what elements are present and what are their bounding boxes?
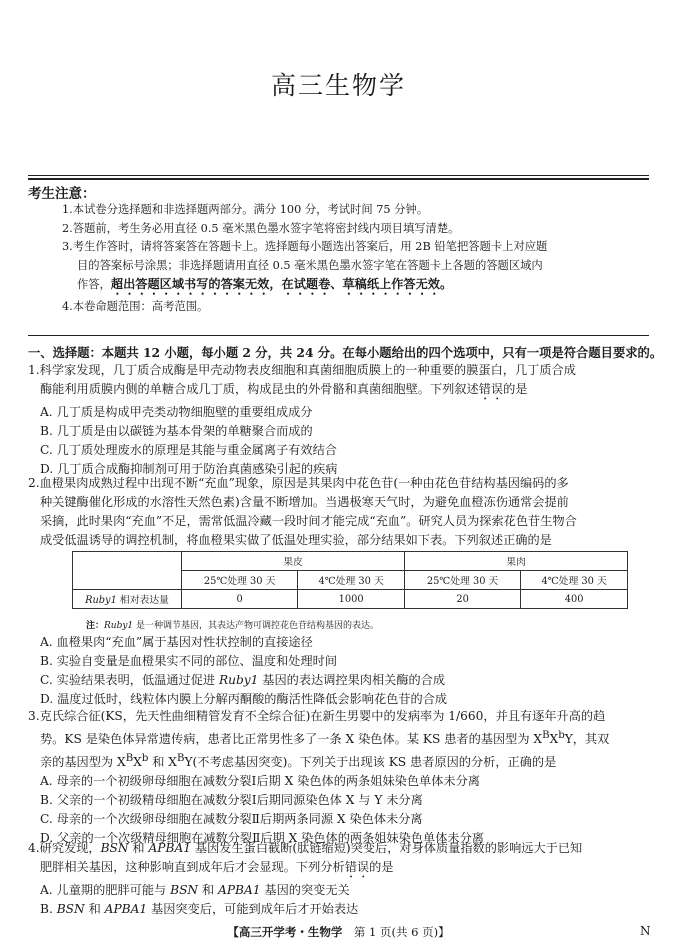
emphasis-word: 错误 [344,860,370,874]
question-3 [28,707,654,848]
question-4 [28,839,654,919]
top-rule-thick [28,178,649,180]
question-stem: 1.科学家发现，几丁质合成酶是甲壳动物表皮细胞和真菌细胞质膜上的一种重要的膜蛋白，几丁质合成 [28,363,576,377]
table-corner-cell [73,552,182,590]
question-stem: 势。KS 是染色体异常遗传病，患者比正常男性多了一条 X 染色体。某 KS 患者的基因型为 $X^BX^bY$，其双 [40,730,610,747]
option-b: B. 父亲的一个初级精母细胞在减数分裂Ⅰ后期同源染色体 X 与 Y 未分离 [40,793,423,808]
table-cond: 4℃处理 30 天 [521,571,628,590]
table-header-peel: 果皮 [182,552,405,571]
table-header-pulp: 果肉 [404,552,627,571]
option-a: A. 几丁质是构成甲壳类动物细胞壁的重要组成成分 [40,405,313,419]
question-2-options [28,633,654,709]
table-cond: 4℃处理 30 天 [298,571,405,590]
notice-list [62,201,652,317]
notice-bottom-rule [28,335,649,336]
notice-item-cont: 目的答案标号涂黑；非选择题请用直径 0.5 毫米黑色墨水签字笔在答题卡上各题的答题区域内 [77,258,543,272]
emphasis-word: 错误 [478,382,504,396]
page-title: 高三生物学 [270,71,406,100]
table-cond: 25℃处理 30 天 [182,571,298,590]
question-stem: 采摘，此时果肉“充血”不足，需常低温冷藏一段时间才能完成“充血”。研究人员为探索花色苷生物合 [40,514,577,528]
question-stem: 2.血橙果肉成熟过程中出现不断“充血”现象，原因是其果肉中花色苷(一种由花色苷结构基因编码的多 [28,476,569,490]
table-cell: 400 [521,590,628,609]
option-d: D. 父亲的一个次级精母细胞在减数分裂Ⅱ后期 X 染色体的两条姐妹染色单体未分离 [40,831,484,846]
table-cell: 1000 [298,590,405,609]
emphasis-warning: 超出答题区域书写的答案无效，在试题卷、草稿纸上作答无效。 [110,277,453,292]
option-a: A. 母亲的一个初级卵母细胞在减数分裂Ⅰ后期 X 染色体的两条姐妹染色单体未分离 [40,774,480,789]
paper-code: N [640,924,651,938]
section-heading: 一、选择题：本题共 12 小题，每小题 2 分，共 24 分。在每小题给出的四个选项中，只有一项是符合题目要求的。 [28,345,663,360]
notice-heading: 考生注意： [28,186,96,202]
notice-item: 2.答题前，考生务必用直径 0.5 毫米黑色墨水签字笔将密封线内项目填写清楚。 [62,221,460,235]
question-stem: 种关键酶催化形成的水溶性天然色素)含量不断增加。当遇极寒天气时，为避免血橙冻伤通常会提前 [40,495,569,509]
question-stem: 肥胖相关基因，这种影响直到成年后才会显现。下列分析错误的是 [40,860,394,874]
question-stem: 酶能利用质膜内侧的单糖合成几丁质，构成昆虫的外骨骼和真菌细胞壁。下列叙述错误的是 [40,382,528,396]
option-d: D. 温度过低时，线粒体内膜上分解丙酮酸的酶活性降低会影响花色苷的合成 [40,692,448,706]
option-a: A. 儿童期的肥胖可能与 BSN 和 APBA1 基因的突变无关 [40,883,350,897]
page-footer: 【高三开学考・生物学 第 1 页(共 6 页)】 [227,925,450,939]
option-b: B. 几丁质是由以碳链为基本骨架的单糖聚合而成的 [40,424,313,438]
table-row-label: Ruby1 相对表达量 [73,590,182,609]
question-stem: 4.研究发现，BSN 和 APBA1 基因发生蛋白截断(肽链缩短)突变后，对身体质量指数的影响远大于已知 [28,841,583,855]
notice-item: 1.本试卷分选择题和非选择题两部分。满分 100 分，考试时间 75 分钟。 [62,203,429,216]
option-b: B. BSN 和 APBA1 基因突变后，可能到成年后才开始表达 [40,902,359,916]
table-note: 注：Ruby1 是一种调节基因，其表达产物可调控花色苷结构基因的表达。 [86,621,380,631]
option-a: A. 血橙果肉“充血”属于基因对性状控制的直接途径 [40,635,313,649]
option-b: B. 实验自变量是血橙果实不同的部位、温度和处理时间 [40,654,338,668]
notice-item: 3.考生作答时，请将答案答在答题卡上。选择题每小题选出答案后，用 2B 铅笔把答题卡上对应题 [62,240,548,254]
table-cell: 0 [182,590,298,609]
table-cond: 25℃处理 30 天 [404,571,520,590]
table-cell: 20 [404,590,520,609]
question-stem: 成受低温诱导的调控机制，将血橙果实做了低温处理实验，部分结果如下表。下列叙述正确的是 [40,533,552,547]
notice-item: 4.本卷命题范围：高考范围。 [62,300,209,314]
option-c: C. 母亲的一个次级卵母细胞在减数分裂Ⅱ后期两条同源 X 染色体未分离 [40,812,423,827]
option-c: C. 几丁质处理废水的原理是其能与重金属离子有效结合 [40,443,337,457]
question-1 [28,361,654,479]
data-table [72,551,628,609]
question-stem: 3.克氏综合征(KS，先天性曲细精管发育不全综合征)在新生男婴中的发病率为 1/660，并且有逐年升高的趋 [28,709,606,723]
option-d: D. 几丁质合成酶抑制剂可用于防治真菌感染引起的疾病 [40,462,338,476]
notice-item-cont: 作答，超出答题区域书写的答案无效，在试题卷、草稿纸上作答无效。 [77,277,453,292]
question-2 [28,474,654,550]
top-rule [28,175,649,176]
option-c: C. 实验结果表明，低温通过促进 Ruby1 基因的表达调控果肉相关酶的合成 [40,673,446,687]
question-stem: 亲的基因型为 $X^BX^b$ 和 $X^BY$(不考虑基因突变)。下列关于出现该 KS 患者原因的分析，正确的是 [40,753,557,770]
